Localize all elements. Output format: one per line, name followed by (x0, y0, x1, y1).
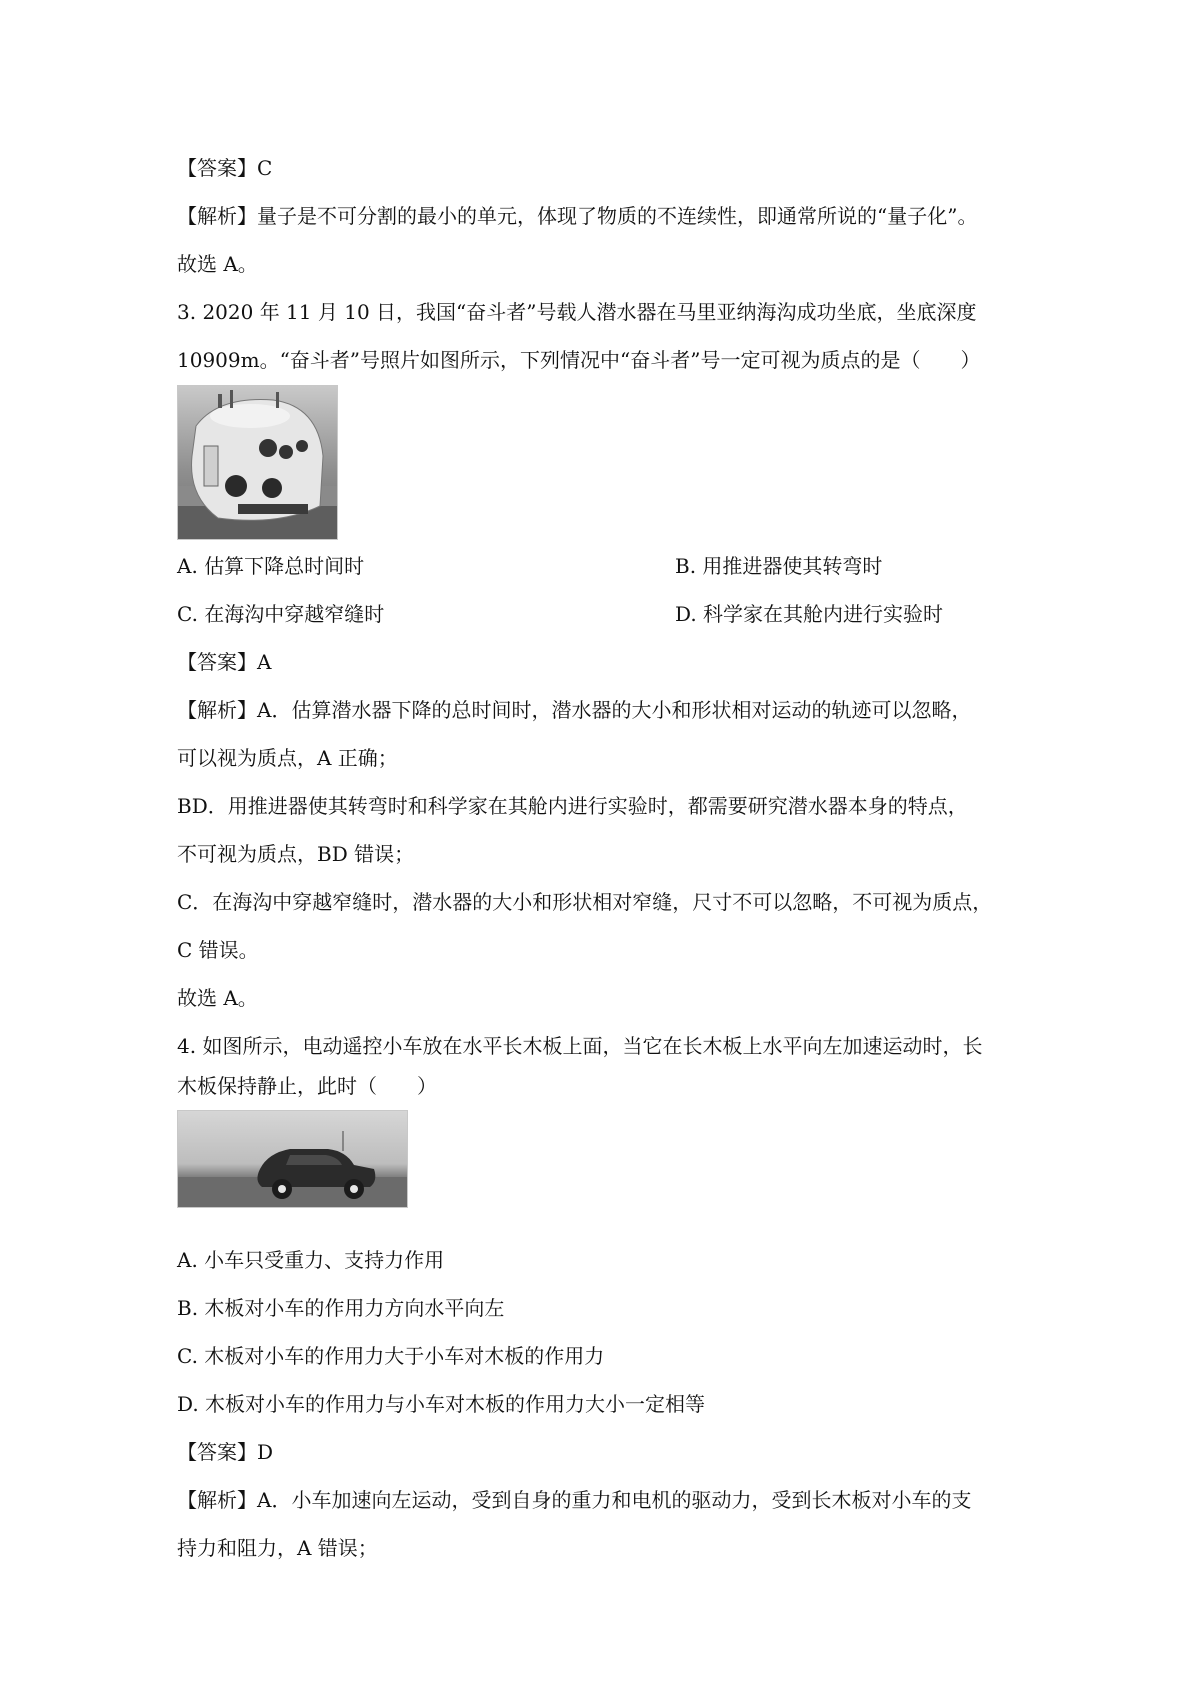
q3-analysis-line-3: BD．用推进器使其转弯时和科学家在其舱内进行实验时，都需要研究潜水器本身的特点， (177, 794, 968, 818)
q4-answer: 【答案】D (177, 1440, 274, 1464)
q4-analysis-line-2: 持力和阻力，A 错误； (177, 1536, 378, 1560)
q4-stem-line-2: 木板保持静止，此时（ ） (177, 1074, 437, 1098)
q3-analysis-line-4: 不可视为质点，BD 错误； (177, 842, 415, 866)
q2-conclusion: 故选 A。 (177, 252, 258, 276)
q3-stem-line-2: 10909m。“奋斗者”号照片如图所示，下列情况中“奋斗者”号一定可视为质点的是（ ） (177, 348, 981, 372)
q3-answer: 【答案】A (177, 650, 272, 674)
q4-option-c: C. 木板对小车的作用力大于小车对木板的作用力 (177, 1344, 605, 1368)
remote-car-photo (177, 1110, 408, 1208)
q4-stem-line-1: 4. 如图所示，电动遥控小车放在水平长木板上面，当它在长木板上水平向左加速运动时，长 (177, 1034, 983, 1058)
q3-stem-line-1: 3. 2020 年 11 月 10 日，我国“奋斗者”号载人潜水器在马里亚纳海沟成功坐底，坐底深度 (177, 300, 977, 324)
submersible-photo (177, 385, 338, 540)
q4-analysis-line-1: 【解析】A．小车加速向左运动，受到自身的重力和电机的驱动力，受到长木板对小车的支 (177, 1488, 972, 1512)
q3-option-a: A. 估算下降总时间时 (177, 554, 365, 578)
q3-option-d: D. 科学家在其舱内进行实验时 (675, 602, 944, 626)
q4-option-d: D. 木板对小车的作用力与小车对木板的作用力大小一定相等 (177, 1392, 706, 1416)
q2-analysis: 【解析】量子是不可分割的最小的单元，体现了物质的不连续性，即通常所说的“量子化”。 (177, 204, 978, 228)
q3-option-b: B. 用推进器使其转弯时 (675, 554, 883, 578)
q2-answer: 【答案】C (177, 156, 273, 180)
q3-option-c: C. 在海沟中穿越窄缝时 (177, 602, 385, 626)
q3-conclusion: 故选 A。 (177, 986, 258, 1010)
q4-option-a: A. 小车只受重力、支持力作用 (177, 1248, 445, 1272)
q3-analysis-line-1: 【解析】A．估算潜水器下降的总时间时，潜水器的大小和形状相对运动的轨迹可以忽略， (177, 698, 972, 722)
q3-analysis-line-6: C 错误。 (177, 938, 259, 962)
q3-analysis-line-2: 可以视为质点，A 正确； (177, 746, 398, 770)
q4-option-b: B. 木板对小车的作用力方向水平向左 (177, 1296, 505, 1320)
q3-analysis-line-5: C．在海沟中穿越窄缝时，潜水器的大小和形状相对窄缝，尺寸不可以忽略，不可视为质点， (177, 890, 993, 914)
